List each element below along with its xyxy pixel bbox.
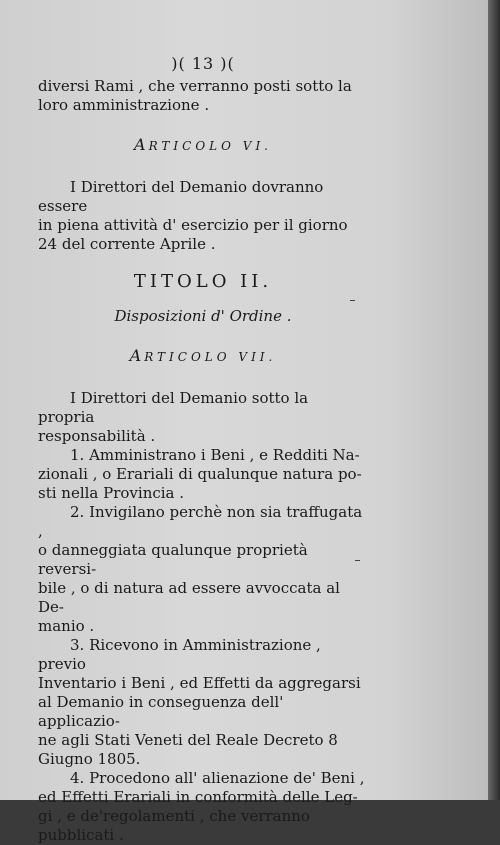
disposizioni-heading: Disposizioni d' Ordine . <box>114 307 292 325</box>
item-line: 2. Invigilano perchè non sia traffugata , <box>38 503 363 540</box>
article-6-line-2: in piena attività d' esercizio per il giorno <box>38 216 348 234</box>
item-line: sti nella Provincia . <box>38 484 185 502</box>
paper-speck <box>355 560 360 561</box>
article-7-heading-initial: A <box>129 346 145 365</box>
item-line: al Demanio in conseguenza dell' applicazio- <box>38 693 284 730</box>
article-7-item-2 <box>38 503 368 636</box>
item-line: 3. Ricevono in Amministrazione , previo <box>38 636 321 673</box>
titolo-heading: TITOLO II. <box>133 271 273 292</box>
article-7-item-4 <box>38 769 368 845</box>
item-line: ne agli Stati Veneti del Reale Decreto 8 <box>38 731 338 749</box>
article-7-intro-line-1: I Direttori del Demanio sotto la propria <box>38 389 309 426</box>
page-number: )( 13 )( <box>171 54 235 73</box>
opening-line-1: diversi Rami , che verranno posti sotto la <box>38 77 352 95</box>
item-line: bile , o di natura ad essere avvoccata al De- <box>38 579 340 616</box>
opening-line-2: loro amministrazione . <box>38 96 210 114</box>
article-6-heading-rest: RTICOLO VI. <box>148 139 272 153</box>
item-line: o danneggiata qualunque proprietà reversi- <box>38 541 308 578</box>
article-6-heading <box>38 135 368 156</box>
item-line: gi , e de'regolamenti , che verranno pubblicati . <box>38 807 310 844</box>
item-line: manio . <box>38 617 95 635</box>
page-edge-shadow <box>488 0 500 800</box>
item-line: 4. Procedono all' alienazione de' Beni , <box>70 769 365 787</box>
article-7-item-3 <box>38 636 368 769</box>
article-7-intro-line-2: responsabilità . <box>38 427 156 445</box>
item-line: Giugno 1805. <box>38 750 141 768</box>
article-6-line-3: 24 del corrente Aprile . <box>38 235 216 253</box>
item-line: zionali , o Erariali di qualunque natura po- <box>38 465 362 483</box>
paper-speck <box>350 300 355 301</box>
article-7-heading <box>38 346 368 367</box>
item-line: 1. Amministrano i Beni , e Redditi Na- <box>70 446 360 464</box>
article-6-heading-initial: A <box>134 135 149 154</box>
article-7-item-1 <box>38 446 368 503</box>
article-6-line-1: I Direttori del Demanio dovranno essere <box>38 178 324 215</box>
item-line: Inventario i Beni , ed Effetti da aggregarsi <box>38 674 361 692</box>
item-line: ed Effetti Erariali in conformità delle Leg- <box>38 788 358 806</box>
page-text <box>38 54 368 845</box>
article-7-heading-rest: RTICOLO VII. <box>144 350 277 364</box>
